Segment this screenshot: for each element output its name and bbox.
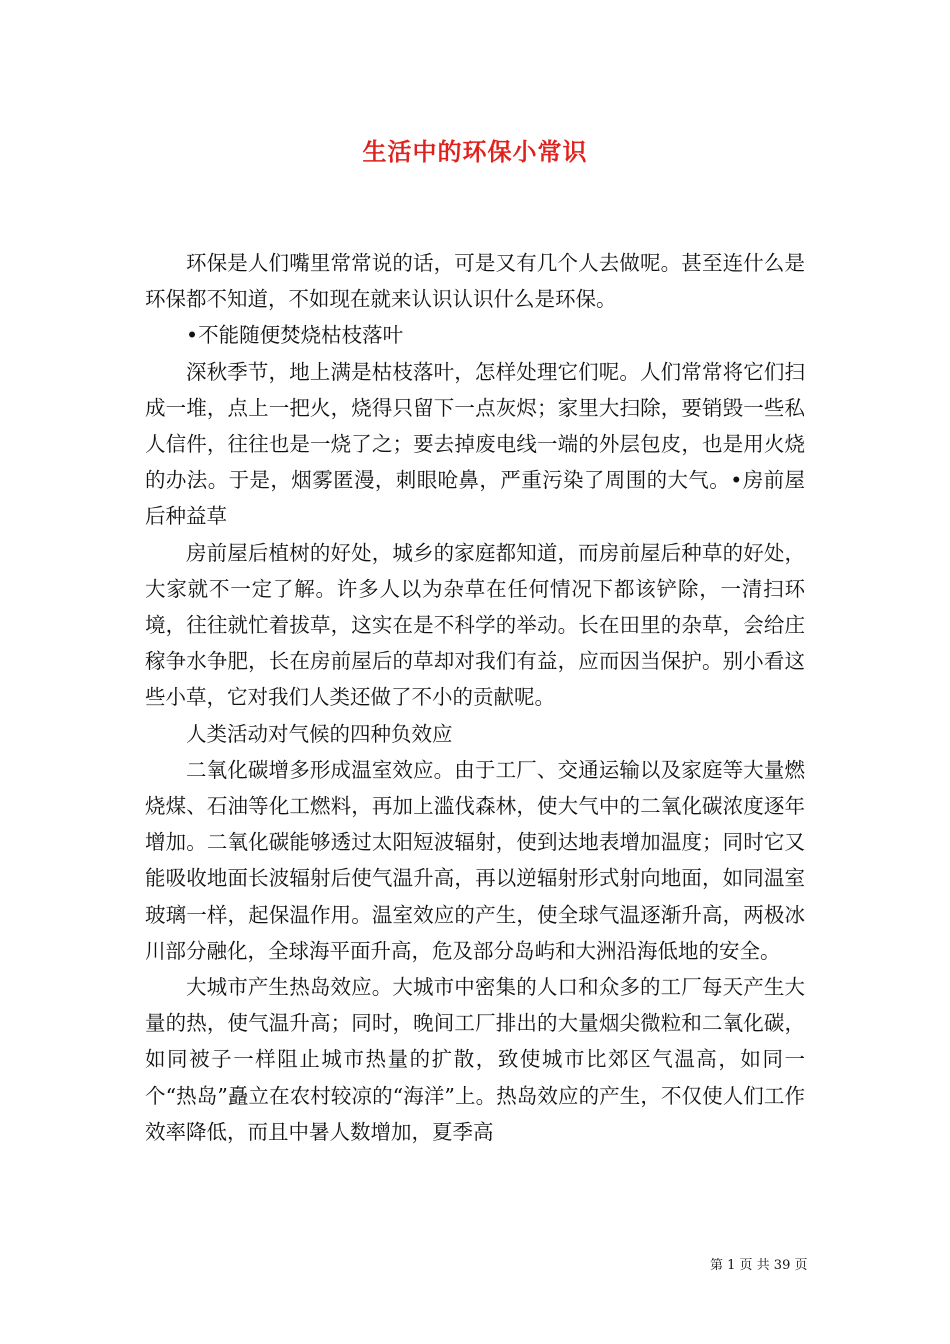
heading-leaf-burning: •不能随便焚烧枯枝落叶 — [186, 323, 404, 348]
document-body — [145, 245, 805, 1150]
paragraph-grass-planting: 房前屋后植树的好处，城乡的家庭都知道，而房前屋后种草的好处，大家就不一定了解。许多人以为杂草在任何情况下都该铲除，一清扫环境，往往就忙着拔草，这实在是不科学的举动。长在田里的杂草，会给庄稼争水争肥，长在房前屋后的草却对我们有益，应而因当保护。别小看这些小草，它对我们人类还做了不小的贡献呢。 — [145, 540, 805, 710]
page-number-footer: 第 1 页 共 39 页 — [710, 1258, 808, 1273]
paragraph-intro: 环保是人们嘴里常常说的话，可是又有几个人去做呢。甚至连什么是环保都不知道，不如现在就来认识认识什么是环保。 — [145, 251, 805, 312]
paragraph-heat-island: 大城市产生热岛效应。大城市中密集的人口和众多的工厂每天产生大量的热，使气温升高；同时，晚间工厂排出的大量烟尖微粒和二氧化碳，如同被子一样阻止城市热量的扩散，致使城市比郊区气温高，如同一个“热岛”矗立在农村较凉的“海洋”上。热岛效应的产生，不仅使人们工作效率降低，而且中暑人数增加，夏季高 — [145, 975, 805, 1144]
paragraph-leaf-burning: 深秋季节，地上满是枯枝落叶，怎样处理它们呢。人们常常将它们扫成一堆，点上一把火，烧得只留下一点灰烬；家里大扫除，要销毁一些私人信件，往往也是一烧了之；要去掉废电线一端的外层包皮，也是用火烧的办法。于是，烟雾匿漫，刺眼呛鼻，严重污染了周围的大气。•房前屋后种益草 — [145, 359, 805, 529]
heading-climate-effects: 人类活动对气候的四种负效应 — [186, 721, 453, 746]
page-title: 生活中的环保小常识 — [362, 137, 588, 166]
paragraph-greenhouse-effect: 二氧化碳增多形成温室效应。由于工厂、交通运输以及家庭等大量燃烧煤、石油等化工燃料，再加上滥伐森林，使大气中的二氧化碳浓度逐年增加。二氧化碳能够透过太阳短波辐射，使到达地表增加温度；同时它又能吸收地面长波辐射后使气温升高，再以逆辐射形式射向地面，如同温室玻璃一样，起保温作用。温室效应的产生，使全球气温逐渐升高，两极冰川部分融化，全球海平面升高，危及部分岛屿和大洲沿海低地的安全。 — [145, 757, 805, 963]
